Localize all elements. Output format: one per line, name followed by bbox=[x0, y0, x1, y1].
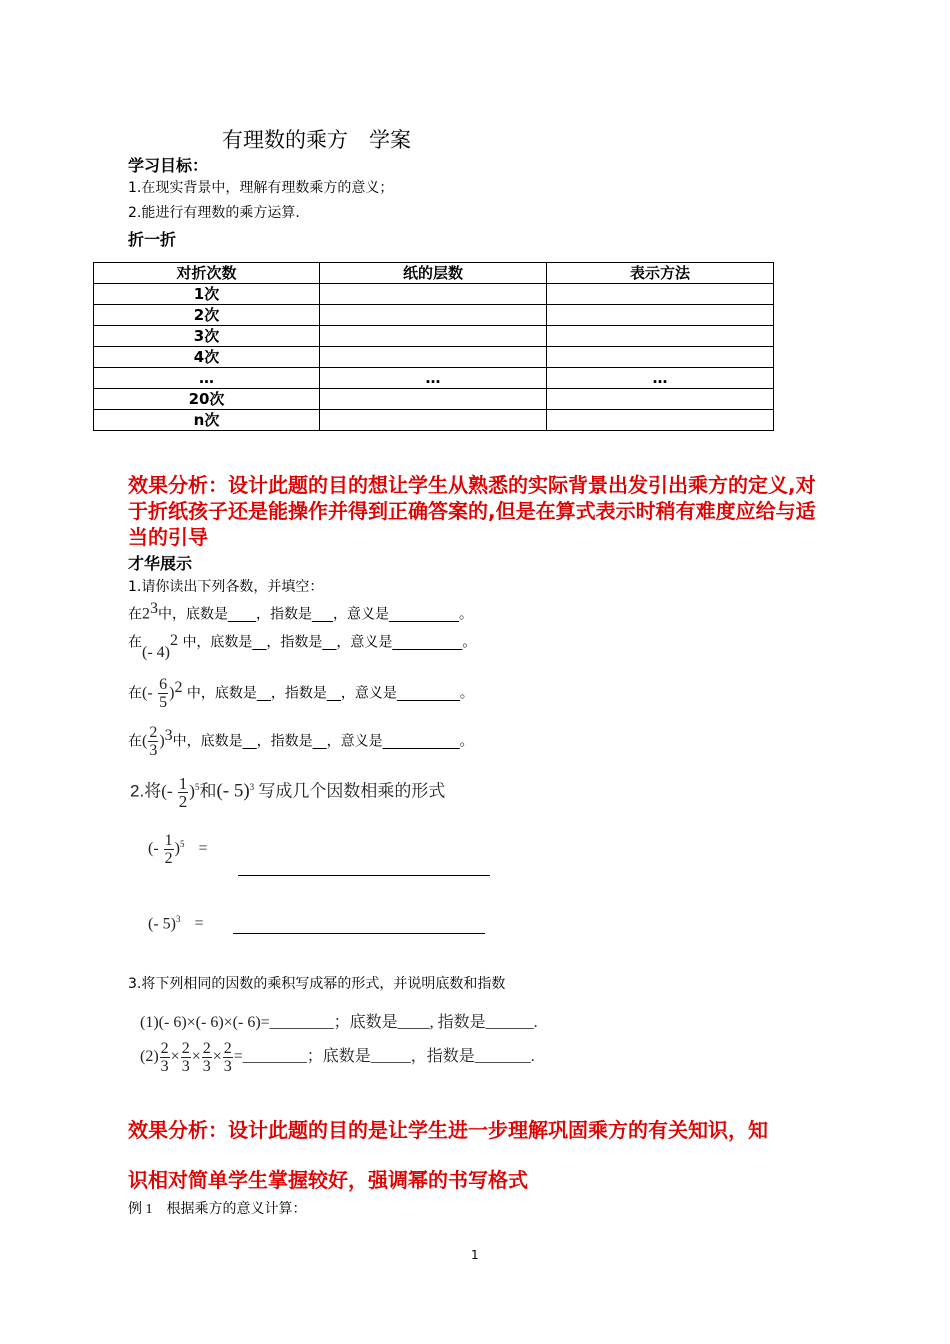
fraction-num: 1 bbox=[178, 774, 188, 793]
q1-exp: 2 bbox=[169, 632, 178, 649]
fraction bbox=[202, 1040, 212, 1075]
q1-expr: (- 4) bbox=[142, 643, 170, 661]
exponent: 5 bbox=[179, 838, 185, 849]
effect-analysis-1: 效果分析：设计此题的目的想让学生从熟悉的实际背景出发引出乘方的定义,对于折纸孩子还是能操作并得到正确答案的,但是在算式表示时稍有难度应给与适当的引导 bbox=[128, 473, 816, 549]
times: × bbox=[191, 1048, 201, 1066]
q1-intro: 1.请你读出下列各数，并填空： bbox=[128, 579, 324, 595]
q1-pre: 在 bbox=[128, 733, 142, 750]
q2-text-post: 写成几个因数相乘的形式 bbox=[258, 781, 446, 801]
fraction-den: 2 bbox=[164, 850, 173, 867]
q1-post: 中，底数是__，指数是__，意义是___________。 bbox=[172, 733, 474, 750]
equals: = bbox=[198, 840, 208, 858]
fraction-num: 2 bbox=[223, 1040, 232, 1057]
table-row bbox=[94, 389, 774, 410]
table-cell: 4次 bbox=[94, 347, 320, 368]
table-cell bbox=[320, 410, 547, 431]
q2-line bbox=[130, 775, 445, 810]
answer-line bbox=[233, 933, 485, 934]
q2-mid: 和 bbox=[199, 781, 217, 801]
table-cell bbox=[320, 284, 547, 305]
q1-line-1 bbox=[128, 600, 473, 624]
q1-line-2 bbox=[128, 628, 477, 661]
table-cell: … bbox=[320, 368, 547, 389]
fraction bbox=[148, 724, 158, 759]
minus-paren: (- bbox=[142, 684, 153, 702]
close-paren: ) bbox=[159, 732, 165, 750]
q2-text-pre: 将 bbox=[144, 781, 162, 801]
table-row bbox=[94, 368, 774, 389]
table-cell bbox=[547, 305, 774, 326]
fraction-den: 5 bbox=[159, 694, 168, 711]
table-cell bbox=[320, 347, 547, 368]
table-row bbox=[94, 305, 774, 326]
q3-post: =________；底数是_____，指数是_______. bbox=[233, 1048, 535, 1066]
table-header: 纸的层数 bbox=[320, 263, 547, 284]
fold-table bbox=[93, 262, 774, 431]
fraction bbox=[160, 1040, 170, 1075]
table-row bbox=[94, 347, 774, 368]
talent-heading: 才华展示 bbox=[128, 554, 193, 573]
open-paren: ( bbox=[142, 732, 148, 750]
table-cell: 3次 bbox=[94, 326, 320, 347]
close-paren: ) bbox=[169, 684, 175, 702]
q3-line-2 bbox=[140, 1040, 535, 1075]
goal-item: 1.在现实背景中，理解有理数乘方的意义； bbox=[128, 180, 394, 196]
fraction-num: 2 bbox=[160, 1040, 169, 1057]
fraction bbox=[158, 676, 168, 711]
table-row bbox=[94, 410, 774, 431]
table-cell: … bbox=[94, 368, 320, 389]
q1-exp: 3 bbox=[150, 600, 158, 617]
table-header: 表示方法 bbox=[547, 263, 774, 284]
q3-intro: 3.将下列相同的因数的乘积写成幂的形式，并说明底数和指数 bbox=[128, 976, 506, 992]
q2-eq-1 bbox=[148, 832, 208, 867]
fraction-num: 2 bbox=[149, 724, 158, 741]
base: (- 5) bbox=[148, 915, 176, 933]
table-cell: 20次 bbox=[94, 389, 320, 410]
q1-post: 中，底数是__，指数是__，意义是__________。 bbox=[182, 634, 477, 651]
table-cell bbox=[320, 326, 547, 347]
table-header: 对折次数 bbox=[94, 263, 320, 284]
fraction-den: 3 bbox=[160, 1058, 169, 1075]
base: (- 5) bbox=[216, 780, 250, 802]
fraction-den: 2 bbox=[178, 792, 188, 811]
exponent: 3 bbox=[175, 914, 181, 924]
equals: = bbox=[194, 915, 204, 933]
table-cell: … bbox=[547, 368, 774, 389]
q1-post: 中，底数是____，指数是___，意义是__________。 bbox=[158, 606, 473, 623]
table-cell: n次 bbox=[94, 410, 320, 431]
q1-post: 中，底数是__，指数是__，意义是_________。 bbox=[186, 685, 474, 702]
table-cell bbox=[547, 410, 774, 431]
times: × bbox=[170, 1048, 180, 1066]
effect-analysis-2-line-1: 效果分析：设计此题的目的是让学生进一步理解巩固乘方的有关知识，知 bbox=[128, 1118, 768, 1142]
page-number: 1 bbox=[471, 1248, 479, 1262]
effect-analysis-2-line-2: 识相对简单学生掌握较好，强调幂的书写格式 bbox=[128, 1168, 528, 1192]
exponent: 3 bbox=[249, 781, 255, 792]
goals-heading: 学习目标： bbox=[128, 156, 209, 175]
q3-label: (2) bbox=[140, 1048, 159, 1066]
q1-exp: 3 bbox=[164, 726, 173, 744]
fraction bbox=[181, 1040, 191, 1075]
fraction bbox=[178, 775, 189, 810]
q1-pre: 在 bbox=[128, 634, 142, 651]
table-row bbox=[94, 284, 774, 305]
table-cell bbox=[320, 305, 547, 326]
close-paren: ) bbox=[189, 781, 195, 801]
fold-heading: 折一折 bbox=[128, 230, 177, 249]
table-row bbox=[94, 326, 774, 347]
q2-eq-2 bbox=[148, 914, 204, 933]
q3-line-1: (1)(- 6)×(- 6)×(- 6)=________；底数是____, 指数是______. bbox=[140, 1014, 538, 1031]
goal-item: 2.能进行有理数的乘方运算. bbox=[128, 205, 300, 221]
fraction-den: 3 bbox=[202, 1058, 211, 1075]
fraction-den: 3 bbox=[181, 1058, 190, 1075]
example-1: 例 1 根据乘方的意义计算： bbox=[128, 1202, 307, 1217]
times: × bbox=[212, 1048, 222, 1066]
q1-pre: 在 bbox=[128, 606, 142, 623]
minus-paren: (- bbox=[148, 840, 159, 858]
exponent: 5 bbox=[194, 781, 200, 792]
q1-line-3 bbox=[128, 676, 474, 711]
table-cell: 1次 bbox=[94, 284, 320, 305]
table-cell bbox=[547, 326, 774, 347]
q1-pre: 在 bbox=[128, 685, 142, 702]
table-cell bbox=[547, 284, 774, 305]
minus-paren: (- bbox=[161, 781, 173, 801]
fraction-den: 3 bbox=[223, 1058, 232, 1075]
fraction bbox=[223, 1040, 233, 1075]
fraction-num: 2 bbox=[202, 1040, 211, 1057]
q1-expr: 2 bbox=[142, 605, 150, 623]
fraction-den: 3 bbox=[149, 742, 158, 759]
q2-prefix: 2. bbox=[130, 781, 145, 801]
table-cell bbox=[547, 347, 774, 368]
fraction-num: 2 bbox=[181, 1040, 190, 1057]
q1-exp: 2 bbox=[174, 678, 183, 696]
fraction-num: 6 bbox=[159, 676, 168, 693]
table-header-row bbox=[94, 263, 774, 284]
answer-line bbox=[238, 875, 490, 876]
table-cell bbox=[547, 389, 774, 410]
close-paren: ) bbox=[174, 840, 180, 858]
fraction-num: 1 bbox=[164, 832, 173, 849]
table-cell bbox=[320, 389, 547, 410]
q1-line-4 bbox=[128, 724, 474, 759]
page-title: 有理数的乘方 学案 bbox=[222, 128, 411, 152]
table-cell: 2次 bbox=[94, 305, 320, 326]
fraction bbox=[164, 832, 174, 867]
